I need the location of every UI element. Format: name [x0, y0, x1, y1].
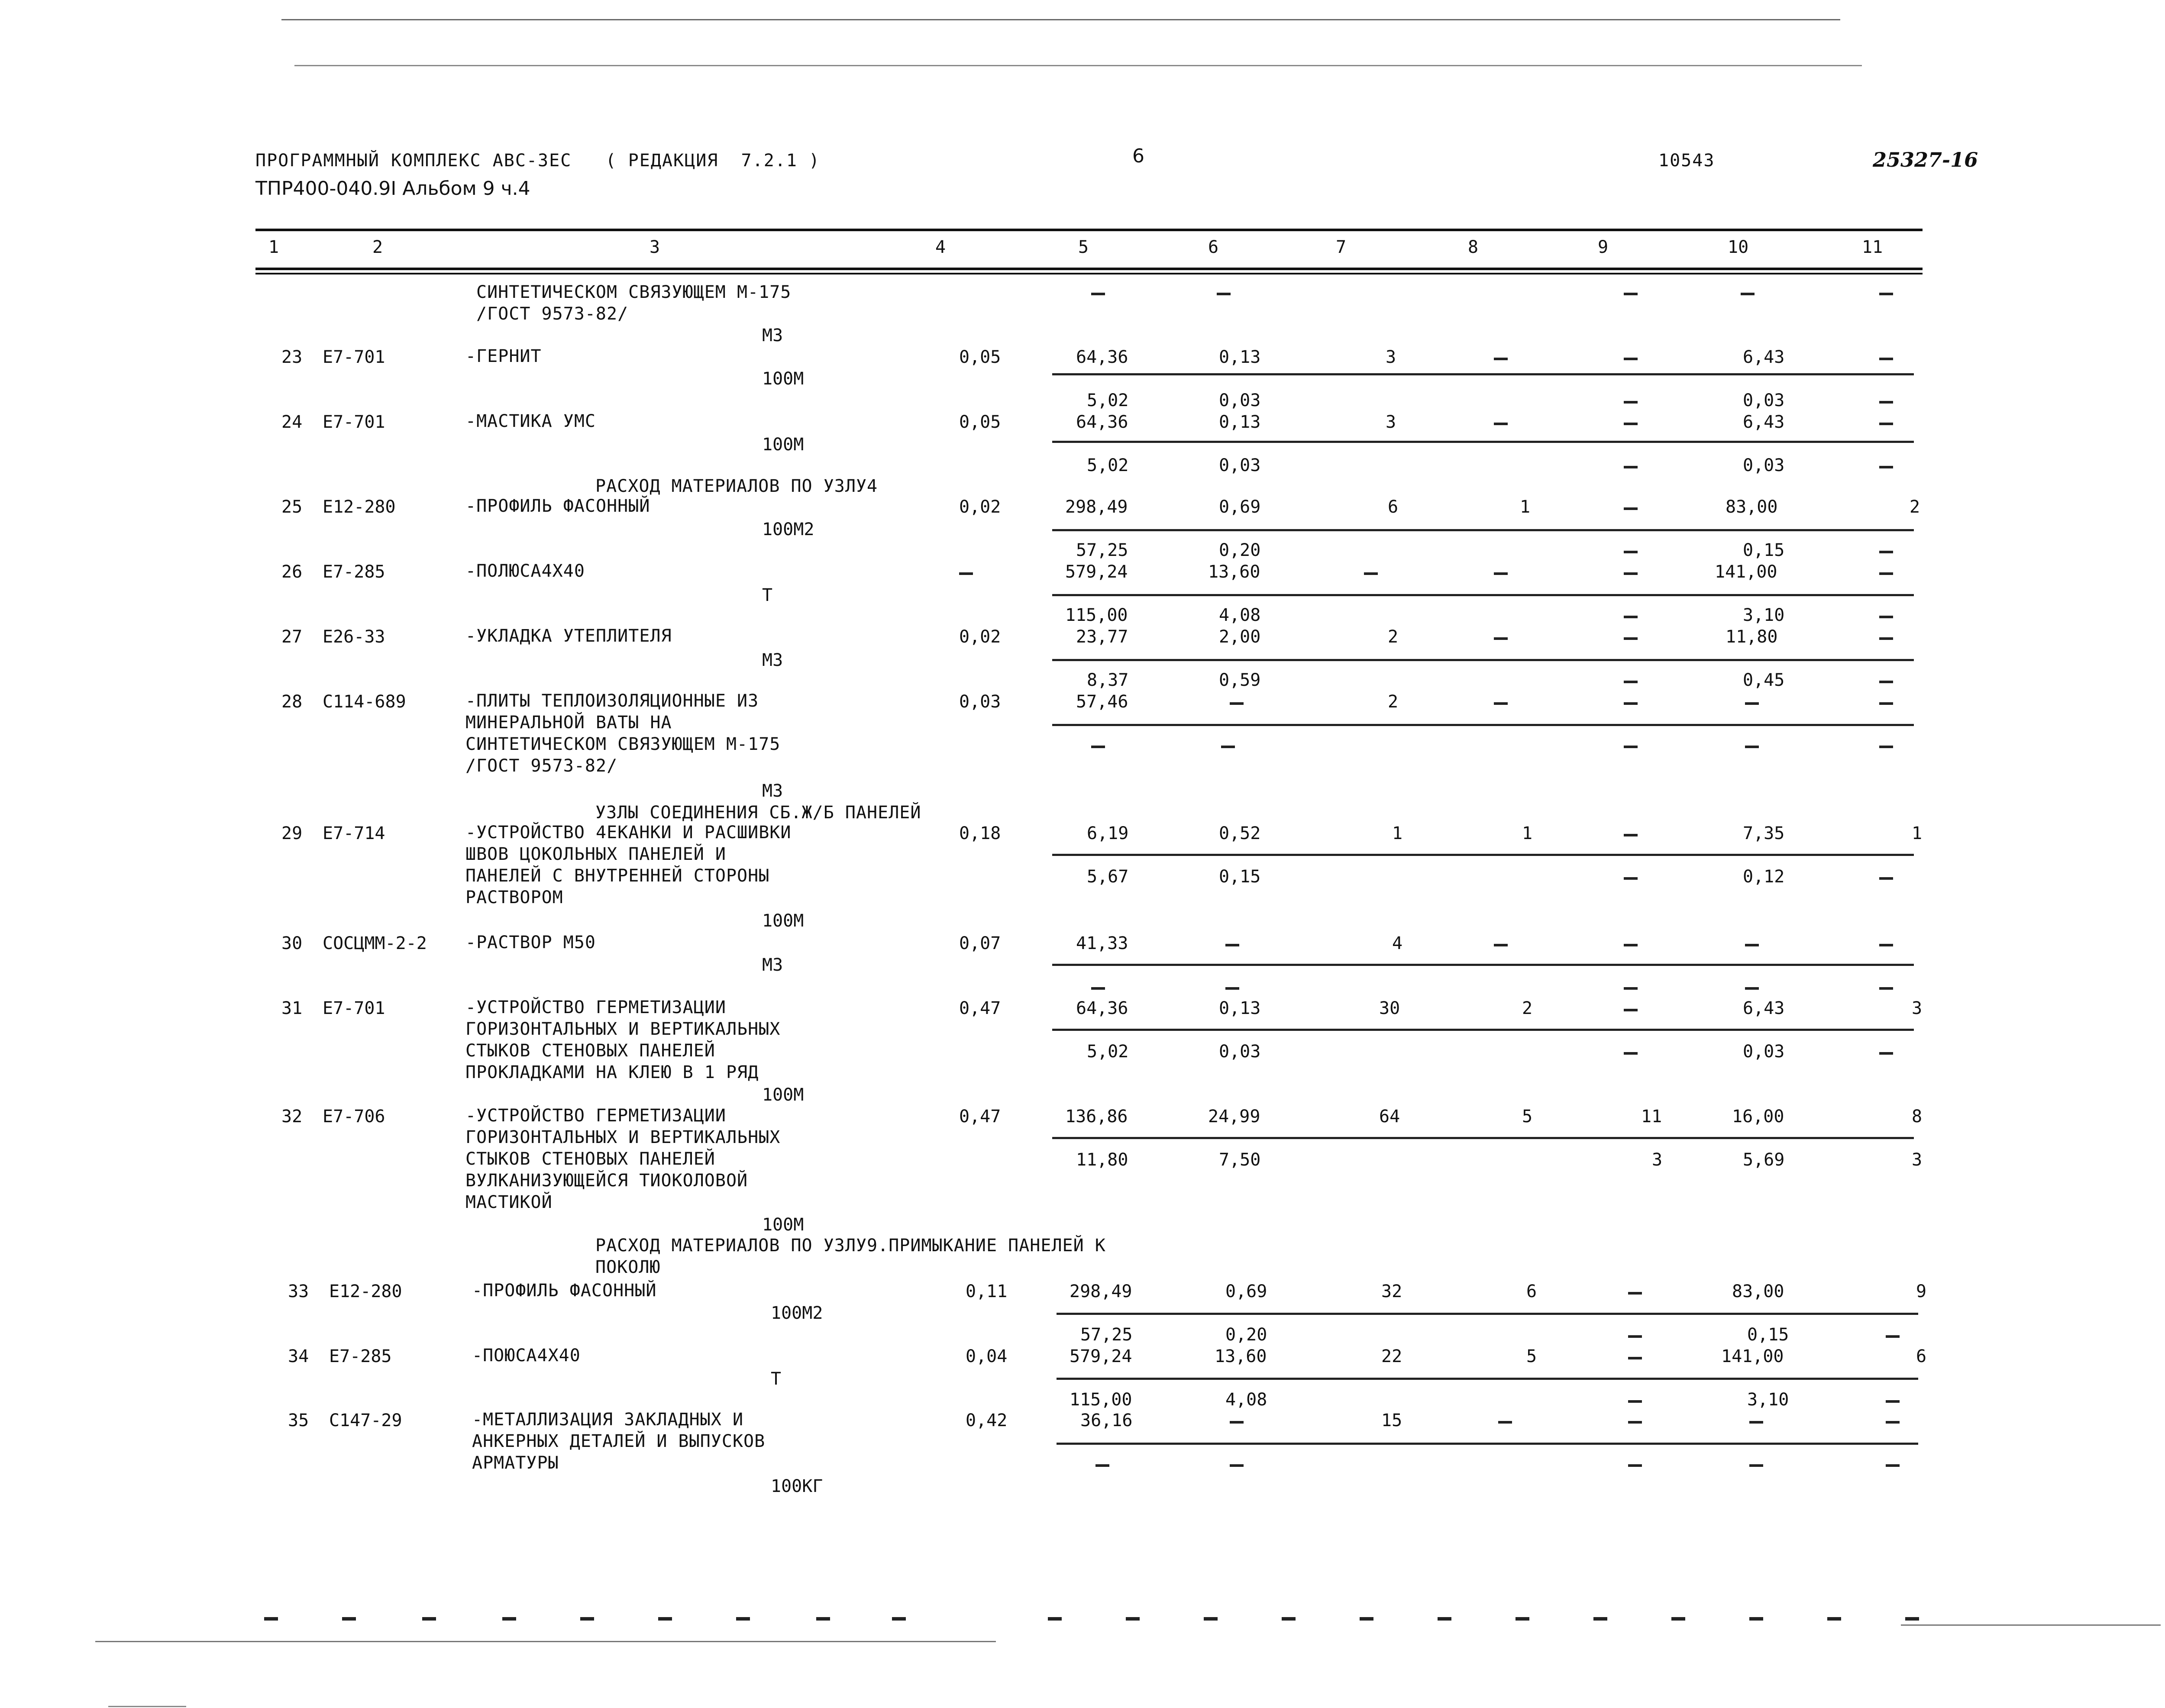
- column-header-4: 4: [935, 237, 946, 257]
- dash: [1879, 616, 1893, 618]
- column-header-9: 9: [1598, 237, 1609, 257]
- dash: [1628, 1464, 1642, 1467]
- row-unit: 100М: [762, 911, 804, 931]
- row-unit: М3: [762, 781, 783, 801]
- cell-col10-second: 3,10: [1747, 1390, 1789, 1410]
- cell-col6-second: 0,03: [1219, 455, 1261, 475]
- row-number: 33: [288, 1282, 309, 1301]
- cell-col6-second: 4,08: [1219, 605, 1261, 625]
- dash: [1628, 1292, 1642, 1295]
- dash: [1624, 834, 1638, 836]
- row-divider: [1057, 1378, 1918, 1380]
- cell-col4: 0,47: [959, 998, 1001, 1018]
- row-description: -ПОЮСА4Х40: [472, 1346, 581, 1366]
- dash: [1879, 637, 1893, 640]
- cell-col6-second: 4,08: [1225, 1390, 1267, 1410]
- dash: [1879, 1052, 1893, 1055]
- row-unit: 100М: [762, 1215, 804, 1235]
- cell-col8: 6: [1526, 1282, 1537, 1301]
- dash: [1741, 293, 1755, 295]
- cell-col5: 64,36: [1076, 347, 1128, 367]
- dash: [1628, 1335, 1642, 1338]
- section-heading: РАСХОД МАТЕРИАЛОВ ПО УЗЛУ4: [595, 476, 878, 496]
- cell-col4: 0,05: [959, 412, 1001, 432]
- row-description: -РАСТВОР М50: [465, 933, 596, 952]
- row-description: -УСТРОЙСТВО ГЕРМЕТИЗАЦИИ ГОРИЗОНТАЛЬНЫХ И ВЕРТИКАЛЬНЫХ СТЫКОВ СТЕНОВЫХ ПАНЕЛЕЙ ПРОКЛАДКАМИ НА КЛЕЮ В 1 РЯД: [465, 998, 781, 1082]
- dash: [1091, 293, 1105, 295]
- cell-col10: 83,00: [1732, 1282, 1784, 1301]
- row-code: Е12-280: [323, 497, 396, 517]
- row-number: 23: [281, 347, 303, 367]
- cell-col10-second: 0,03: [1743, 455, 1785, 475]
- cell-col4: 0,02: [959, 497, 1001, 517]
- dash: [1091, 746, 1105, 748]
- cell-col10: 141,00: [1721, 1346, 1784, 1366]
- scan-line-bottom-right: [1901, 1624, 2161, 1626]
- dash: [1886, 1421, 1900, 1424]
- cell-col5-second: 115,00: [1065, 605, 1128, 625]
- cell-col5: 64,36: [1076, 998, 1128, 1018]
- cell-col4: 0,18: [959, 823, 1001, 843]
- row-description: -ПРОФИЛЬ ФАСОННЫЙ: [472, 1281, 657, 1301]
- cell-col7: 30: [1379, 998, 1400, 1018]
- dash: [1624, 944, 1638, 946]
- row-unit: 100М2: [762, 520, 814, 539]
- cell-col8: 1: [1520, 497, 1531, 517]
- dash: [1624, 616, 1638, 618]
- cell-col6-second: 0,59: [1219, 670, 1261, 690]
- dash: [1886, 1464, 1900, 1467]
- dash: [1494, 702, 1508, 705]
- row-unit: 100М: [762, 369, 804, 389]
- cell-col10-second: 0,15: [1747, 1325, 1789, 1345]
- cell-col10-second: 0,15: [1743, 540, 1785, 560]
- row-divider: [1057, 1313, 1918, 1315]
- section-heading: РАСХОД МАТЕРИАЛОВ ПО УЗЛУ9.ПРИМЫКАНИЕ ПАНЕЛЕЙ К ПОКОЛЮ: [595, 1236, 1106, 1277]
- cell-col5-second: 5,02: [1087, 1042, 1129, 1062]
- dash: [1095, 1464, 1109, 1467]
- scan-line-bottom: [95, 1641, 996, 1642]
- cell-col7: 2: [1388, 627, 1399, 647]
- cell-col10: 11,80: [1726, 627, 1778, 647]
- column-header-11: 11: [1862, 237, 1883, 257]
- cell-col10: 6,43: [1743, 412, 1785, 432]
- cell-col7: 2: [1388, 692, 1399, 712]
- row-code: С147-29: [329, 1411, 402, 1430]
- row-code: Е26-33: [323, 627, 385, 647]
- dash: [1624, 401, 1638, 404]
- cell-col6: 0,13: [1219, 347, 1261, 367]
- row-code: СОСЦММ-2-2: [323, 933, 427, 953]
- cell-col7: 64: [1379, 1107, 1400, 1127]
- cell-col6: 0,13: [1219, 998, 1261, 1018]
- row-code: Е7-701: [323, 412, 385, 432]
- cell-col6: 13,60: [1215, 1346, 1267, 1366]
- dash: [1624, 637, 1638, 640]
- row-description: -ПРОФИЛЬ ФАСОННЫЙ: [465, 496, 650, 516]
- dash: [1230, 1464, 1244, 1467]
- cell-col10: 6,43: [1743, 998, 1785, 1018]
- dash: [1624, 746, 1638, 748]
- dash: [1624, 551, 1638, 553]
- row-divider: [1052, 441, 1914, 443]
- cell-col7: 6: [1388, 497, 1399, 517]
- cell-col4: 0,03: [959, 692, 1001, 712]
- program-title: ПРОГРАММНЫЙ КОМПЛЕКС АВС-3ЕС ( РЕДАКЦИЯ 7.2.1 ): [255, 151, 821, 171]
- scan-line-top: [281, 19, 1840, 20]
- footer-dash: [342, 1617, 356, 1621]
- cell-col11: 8: [1912, 1107, 1923, 1127]
- footer-dash: [502, 1617, 516, 1621]
- row-number: 26: [281, 562, 303, 582]
- dash: [1879, 551, 1893, 553]
- row-divider: [1052, 1029, 1914, 1031]
- footer-dash: [658, 1617, 672, 1621]
- column-header-7: 7: [1336, 237, 1347, 257]
- row-unit: 100М: [762, 1085, 804, 1105]
- section-heading: УЗЛЫ СОЕДИНЕНИЯ СБ.Ж/Б ПАНЕЛЕЙ: [595, 803, 921, 823]
- cell-col6-second: 0,03: [1219, 391, 1261, 410]
- row-number: 25: [281, 497, 303, 517]
- cell-col11: 6: [1916, 1346, 1927, 1366]
- dash: [1624, 877, 1638, 880]
- cell-col11: 1: [1912, 823, 1923, 843]
- cell-col9: 11: [1641, 1107, 1662, 1127]
- cell-col10-second: 0,03: [1743, 1042, 1785, 1062]
- dash: [1745, 746, 1759, 748]
- dash: [1628, 1400, 1642, 1403]
- page-number: 6: [1132, 145, 1144, 167]
- dash: [1879, 746, 1893, 748]
- table-top-rule: [255, 229, 1923, 231]
- dash: [1879, 293, 1893, 295]
- cell-col7: 3: [1386, 412, 1396, 432]
- cell-col10: 16,00: [1732, 1107, 1784, 1127]
- cell-col6: 13,60: [1208, 562, 1260, 582]
- footer-dash: [1282, 1617, 1296, 1621]
- row-divider: [1052, 659, 1914, 661]
- carryover-unit: М3: [762, 326, 783, 345]
- row-unit: М3: [762, 650, 783, 670]
- cell-col4: 0,02: [959, 627, 1001, 647]
- column-header-6: 6: [1208, 237, 1219, 257]
- dash: [1494, 944, 1508, 946]
- row-divider: [1052, 529, 1914, 531]
- cell-col5-second: 57,25: [1076, 540, 1128, 560]
- dash: [1494, 572, 1508, 575]
- row-number: 24: [281, 412, 303, 432]
- row-unit: 100М: [762, 435, 804, 455]
- footer-dash: [1438, 1617, 1451, 1621]
- cell-col11: 3: [1912, 998, 1923, 1018]
- cell-col5: 64,36: [1076, 412, 1128, 432]
- dash: [1624, 423, 1638, 425]
- cell-col5: 298,49: [1070, 1282, 1132, 1301]
- cell-col5-second: 11,80: [1076, 1150, 1128, 1170]
- cell-col8: 2: [1522, 998, 1533, 1018]
- cell-col11-second: 3: [1912, 1150, 1923, 1170]
- carryover-description: СИНТЕТИЧЕСКОМ СВЯЗУЮЩЕМ М-175 /ГОСТ 9573-82/: [476, 282, 792, 324]
- project-title: ТПР400-040.9I Альбом 9 ч.4: [255, 178, 530, 200]
- row-code: Е7-701: [323, 347, 385, 367]
- scan-line-top-2: [294, 65, 1862, 66]
- scan-line-corner: [108, 1706, 186, 1707]
- dash: [1221, 746, 1235, 748]
- cell-col7: 1: [1392, 823, 1403, 843]
- row-code: Е12-280: [329, 1282, 402, 1301]
- cell-col5: 57,46: [1076, 692, 1128, 712]
- footer-dash: [1516, 1617, 1529, 1621]
- cell-col5: 41,33: [1076, 933, 1128, 953]
- dash: [1091, 987, 1105, 990]
- row-divider: [1052, 1137, 1914, 1139]
- cell-col5-second: 5,02: [1087, 455, 1129, 475]
- row-code: С114-689: [323, 692, 406, 712]
- cell-col6: 0,69: [1225, 1282, 1267, 1301]
- cell-col4: 0,05: [959, 347, 1001, 367]
- cell-col6-second: 0,15: [1219, 867, 1261, 887]
- cell-col11: 2: [1910, 497, 1920, 517]
- column-header-8: 8: [1468, 237, 1479, 257]
- cell-col7: 22: [1381, 1346, 1402, 1366]
- cell-col6: 2,00: [1219, 627, 1261, 647]
- handwritten-code: 25327-16: [1873, 148, 1978, 171]
- row-unit: 100М2: [771, 1303, 823, 1323]
- dash: [1494, 637, 1508, 640]
- cell-col6: 0,13: [1219, 412, 1261, 432]
- cell-col5: 23,77: [1076, 627, 1128, 647]
- cell-col6-second: 0,20: [1219, 540, 1261, 560]
- dash: [1230, 702, 1244, 705]
- dash: [1624, 358, 1638, 360]
- cell-col5-second: 8,37: [1087, 670, 1129, 690]
- footer-dash: [1671, 1617, 1685, 1621]
- row-description: -УСТРОЙСТВО 4ЕКАНКИ И РАСШИВКИ ШВОВ ЦОКОЛЬНЫХ ПАНЕЛЕЙ И ПАНЕЛЕЙ С ВНУТРЕННЕЙ СТОРОНЫ РАСТВОРОМ: [465, 823, 792, 907]
- footer-dash: [1749, 1617, 1763, 1621]
- row-description: -ПОЛЮСА4Х40: [465, 561, 585, 581]
- dash: [1364, 572, 1378, 575]
- dash: [1879, 358, 1893, 360]
- footer-dash: [1360, 1617, 1373, 1621]
- document-code: 10543: [1658, 151, 1715, 171]
- cell-col8: 5: [1526, 1346, 1537, 1366]
- cell-col5: 36,16: [1080, 1411, 1133, 1430]
- row-divider: [1057, 1443, 1918, 1445]
- footer-dash: [580, 1617, 594, 1621]
- cell-col10: 7,35: [1743, 823, 1785, 843]
- cell-col5: 579,24: [1065, 562, 1128, 582]
- cell-col11: 9: [1916, 1282, 1927, 1301]
- cell-col6-second: 7,50: [1219, 1150, 1261, 1170]
- row-description: -ГЕРНИТ: [465, 346, 542, 366]
- row-divider: [1052, 854, 1914, 856]
- dash: [1745, 987, 1759, 990]
- cell-col6: 24,99: [1208, 1107, 1260, 1127]
- cell-col5: 136,86: [1065, 1107, 1128, 1127]
- row-divider: [1052, 594, 1914, 596]
- footer-dash: [736, 1617, 750, 1621]
- dash: [1628, 1357, 1642, 1359]
- dash: [1624, 293, 1638, 295]
- footer-dash: [264, 1617, 278, 1621]
- row-code: Е7-285: [323, 562, 385, 582]
- dash: [1624, 507, 1638, 510]
- row-description: -МАСТИКА УМС: [465, 411, 596, 431]
- dash: [1217, 293, 1231, 295]
- row-number: 34: [288, 1346, 309, 1366]
- row-number: 31: [281, 998, 303, 1018]
- dash: [959, 572, 973, 575]
- dash: [1749, 1464, 1763, 1467]
- cell-col10-second: 0,45: [1743, 670, 1785, 690]
- dash: [1624, 681, 1638, 683]
- cell-col10-second: 0,03: [1743, 391, 1785, 410]
- row-divider: [1052, 964, 1914, 966]
- column-header-3: 3: [650, 237, 660, 257]
- row-code: Е7-706: [323, 1107, 385, 1127]
- dash: [1879, 423, 1893, 425]
- dash: [1879, 877, 1893, 880]
- column-header-5: 5: [1078, 237, 1089, 257]
- footer-dash: [422, 1617, 436, 1621]
- row-code: Е7-285: [329, 1346, 392, 1366]
- row-code: Е7-701: [323, 998, 385, 1018]
- dash: [1749, 1421, 1763, 1424]
- dash: [1886, 1335, 1900, 1338]
- cell-col5: 579,24: [1070, 1346, 1132, 1366]
- footer-dash: [1048, 1617, 1062, 1621]
- cell-col10: 6,43: [1743, 347, 1785, 367]
- cell-col4: 0,47: [959, 1107, 1001, 1127]
- cell-col10-second: 5,69: [1743, 1150, 1785, 1170]
- dash: [1745, 702, 1759, 705]
- row-number: 30: [281, 933, 303, 953]
- dash: [1879, 702, 1893, 705]
- row-number: 28: [281, 692, 303, 712]
- dash: [1624, 987, 1638, 990]
- dash: [1628, 1421, 1642, 1424]
- dash: [1879, 572, 1893, 575]
- row-divider: [1052, 724, 1914, 726]
- cell-col7: 32: [1381, 1282, 1402, 1301]
- cell-col5-second: 115,00: [1070, 1390, 1132, 1410]
- cell-col6-second: 0,03: [1219, 1042, 1261, 1062]
- row-number: 29: [281, 823, 303, 843]
- row-description: -МЕТАЛЛИЗАЦИЯ ЗАКЛАДНЫХ И АНКЕРНЫХ ДЕТАЛЕЙ И ВЫПУСКОВ АРМАТУРЫ: [472, 1410, 766, 1473]
- cell-col4: 0,42: [966, 1411, 1008, 1430]
- cell-col8: 1: [1522, 823, 1533, 843]
- dash: [1230, 1421, 1244, 1424]
- dash: [1498, 1421, 1512, 1424]
- cell-col7: 3: [1386, 347, 1396, 367]
- footer-dash: [1827, 1617, 1841, 1621]
- cell-col7: 15: [1381, 1411, 1402, 1430]
- row-description: -УСТРОЙСТВО ГЕРМЕТИЗАЦИИ ГОРИЗОНТАЛЬНЫХ И ВЕРТИКАЛЬНЫХ СТЫКОВ СТЕНОВЫХ ПАНЕЛЕЙ ВУЛКАНИЗУЮЩЕЙСЯ ТИОКОЛОВОЙ МАСТИКОЙ: [465, 1106, 781, 1212]
- row-number: 35: [288, 1411, 309, 1430]
- dash: [1886, 1400, 1900, 1403]
- footer-dash: [816, 1617, 830, 1621]
- dash: [1879, 401, 1893, 404]
- cell-col5-second: 5,02: [1087, 391, 1129, 410]
- column-header-2: 2: [372, 237, 383, 257]
- dash: [1624, 572, 1638, 575]
- cell-col10-second: 3,10: [1743, 605, 1785, 625]
- dash: [1745, 944, 1759, 946]
- row-code: Е7-714: [323, 823, 385, 843]
- cell-col10: 141,00: [1715, 562, 1777, 582]
- dash: [1494, 358, 1508, 360]
- cell-col6: 0,52: [1219, 823, 1261, 843]
- table-header-rule-2: [255, 273, 1923, 274]
- table-header-rule-1: [255, 268, 1923, 270]
- row-unit: Т: [771, 1369, 782, 1389]
- dash: [1624, 466, 1638, 468]
- footer-dash: [1905, 1617, 1919, 1621]
- cell-col4: 0,04: [966, 1346, 1008, 1366]
- dash: [1879, 681, 1893, 683]
- footer-dash: [1126, 1617, 1140, 1621]
- row-unit: Т: [762, 585, 773, 605]
- cell-col5-second: 5,67: [1087, 867, 1129, 887]
- cell-col5-second: 57,25: [1080, 1325, 1133, 1345]
- dash: [1624, 1052, 1638, 1055]
- cell-col7: 4: [1392, 933, 1403, 953]
- row-number: 32: [281, 1107, 303, 1127]
- dash: [1225, 987, 1239, 990]
- row-number: 27: [281, 627, 303, 647]
- dash: [1624, 1009, 1638, 1011]
- dash: [1624, 702, 1638, 705]
- dash: [1879, 944, 1893, 946]
- footer-dash: [1204, 1617, 1218, 1621]
- dash: [1879, 466, 1893, 468]
- cell-col5: 298,49: [1065, 497, 1128, 517]
- cell-col4: 0,11: [966, 1282, 1008, 1301]
- cell-col6-second: 0,20: [1225, 1325, 1267, 1345]
- row-unit: М3: [762, 955, 783, 975]
- footer-dash: [892, 1617, 906, 1621]
- dash: [1494, 423, 1508, 425]
- column-header-10: 10: [1728, 237, 1749, 257]
- dash: [1879, 987, 1893, 990]
- row-description: -ПЛИТЫ ТЕПЛОИЗОЛЯЦИОННЫЕ ИЗ МИНЕРАЛЬНОЙ ВАТЫ НА СИНТЕТИЧЕСКОМ СВЯЗУЮЩЕМ М-175 /ГОСТ 9573-82/: [465, 691, 781, 776]
- cell-col6: 0,69: [1219, 497, 1261, 517]
- column-header-1: 1: [268, 237, 279, 257]
- dash: [1225, 944, 1239, 946]
- cell-col10-second: 0,12: [1743, 867, 1785, 887]
- row-divider: [1052, 373, 1914, 375]
- cell-col8: 5: [1522, 1107, 1533, 1127]
- footer-dash: [1593, 1617, 1607, 1621]
- cell-col10: 83,00: [1726, 497, 1778, 517]
- cell-col5: 6,19: [1087, 823, 1129, 843]
- cell-col4: 0,07: [959, 933, 1001, 953]
- cell-col9-second: 3: [1652, 1150, 1663, 1170]
- row-description: -УКЛАДКА УТЕПЛИТЕЛЯ: [465, 626, 672, 646]
- row-unit: 100КГ: [771, 1476, 823, 1496]
